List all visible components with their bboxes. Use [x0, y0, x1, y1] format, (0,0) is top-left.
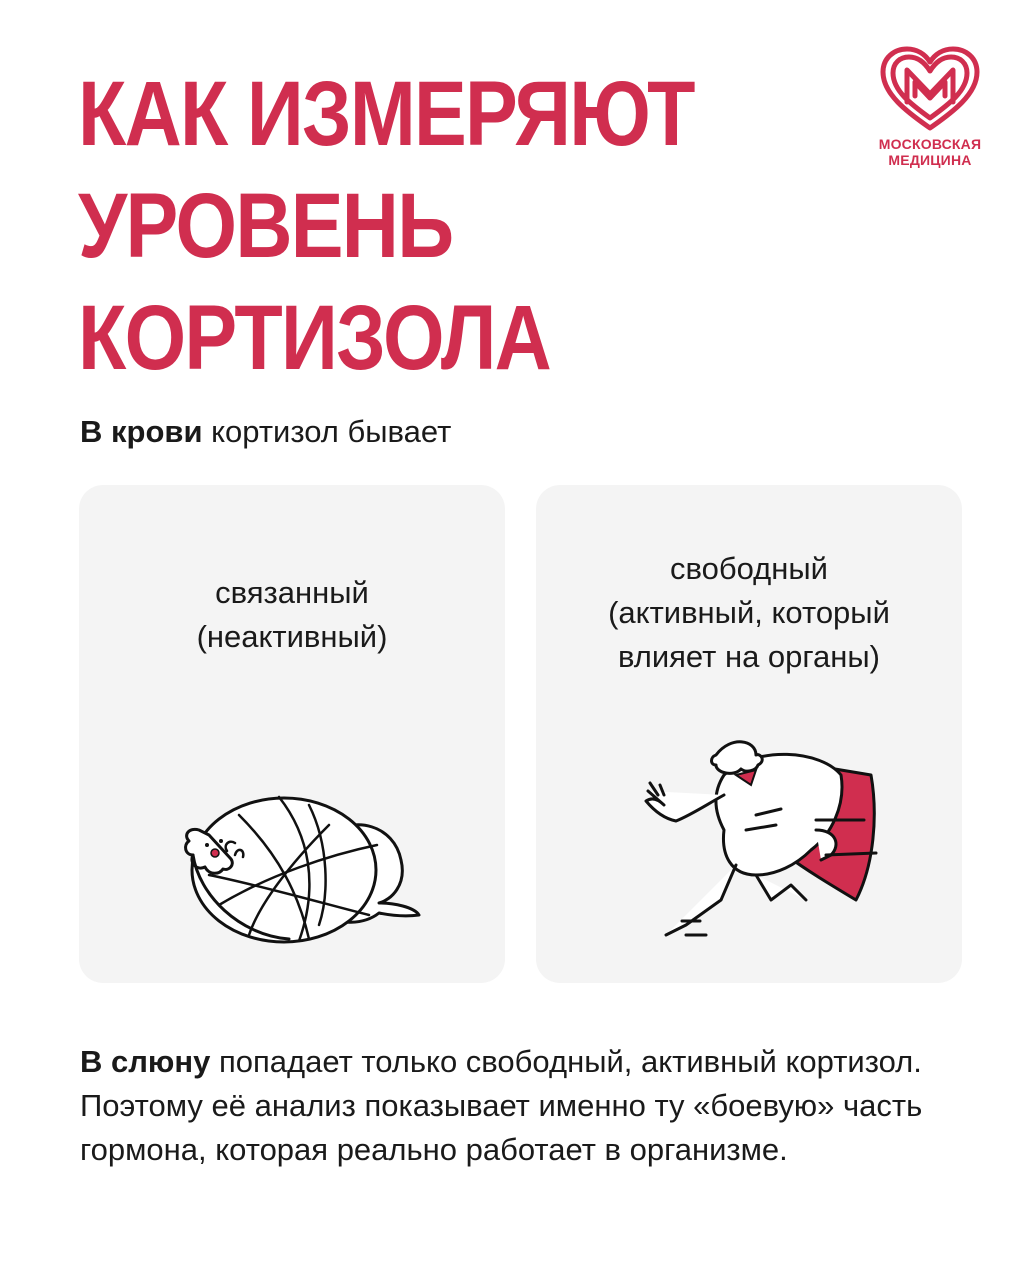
card-free-line-3: влияет на органы) [617, 639, 881, 674]
outro-rest: попадает только свободный, активный кортизол. Поэтому её анализ показывает именно ту «боевую» часть гормона, которая реально работает в организме. [80, 1044, 923, 1167]
card-free-cortisol [536, 485, 962, 983]
intro-text [80, 412, 451, 452]
intro-rest: кортизол бывает [202, 414, 452, 449]
card-free-line-1: свободный [670, 551, 828, 586]
card-free-label [536, 547, 962, 679]
card-bound-line-1: связанный [215, 575, 369, 610]
card-free-line-2: (активный, который [608, 595, 890, 630]
brand-logo [868, 46, 992, 186]
title-line-1: КАК ИЗМЕРЯЮТ [78, 63, 694, 165]
logo-text-line-1: МОСКОВСКАЯ [878, 136, 982, 152]
running-caped-character-icon [606, 735, 906, 945]
card-bound-cortisol [79, 485, 505, 983]
page-title [78, 58, 694, 394]
outro-bold: В слюну [80, 1044, 211, 1079]
logo-text-line-2: МЕДИЦИНА [888, 152, 972, 168]
heart-m-logo-icon [877, 46, 983, 132]
title-line-3: КОРТИЗОЛА [78, 287, 551, 389]
title-line-2: УРОВЕНЬ [78, 175, 453, 277]
card-bound-line-2: (неактивный) [196, 619, 388, 654]
intro-bold: В крови [80, 414, 203, 449]
card-bound-label [79, 571, 505, 659]
tied-up-character-icon [179, 775, 429, 945]
outro-text [80, 1040, 960, 1172]
